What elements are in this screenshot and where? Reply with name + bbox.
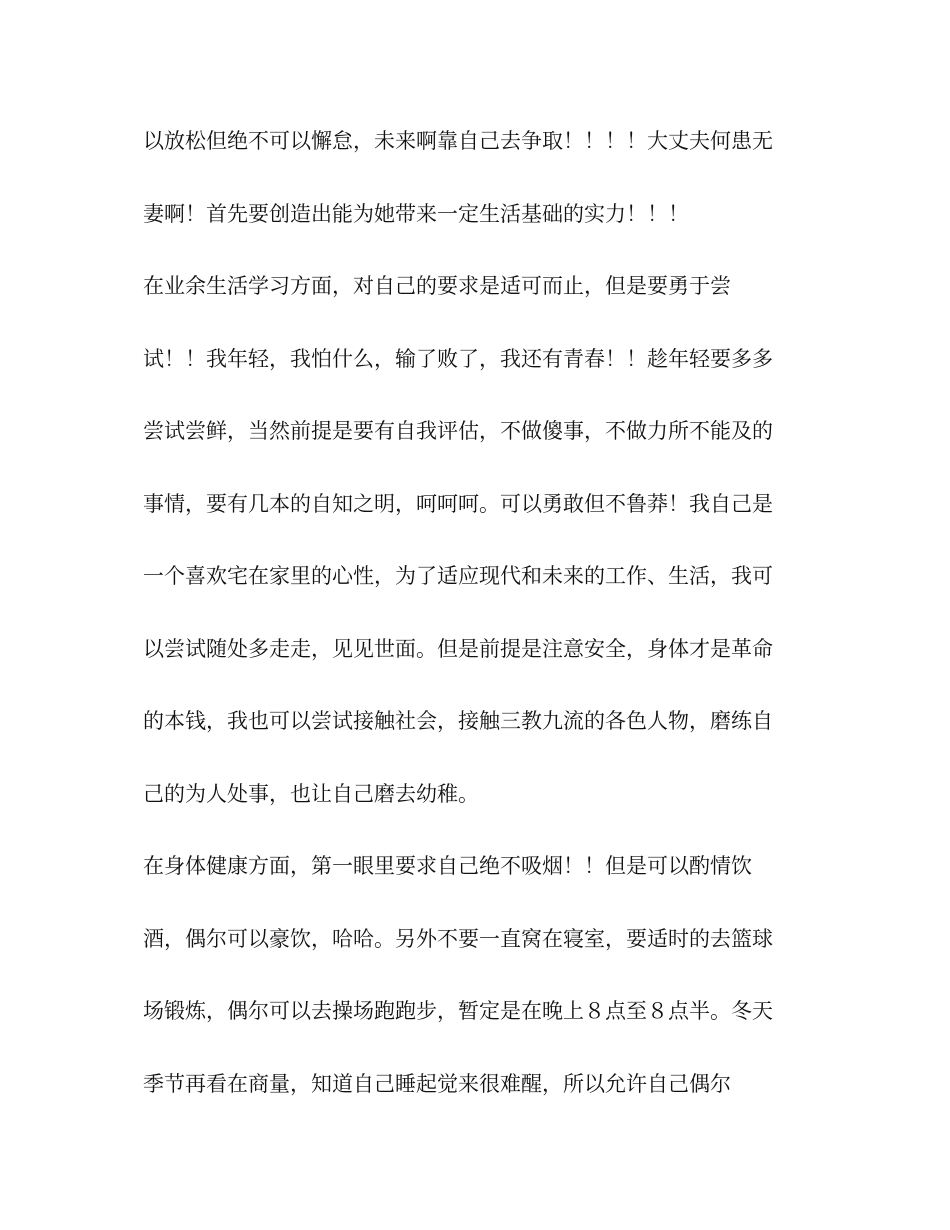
text-line: 酒，偶尔可以豪饮，哈哈。另外不要一直窝在寝室，要适时的去篮球 (143, 926, 773, 951)
text-line: 场锻炼，偶尔可以去操场跑跑步，暂定是在晚上８点至８点半。冬天 (143, 999, 773, 1023)
text-line: 事情，要有几本的自知之明，呵呵呵。可以勇敢但不鲁莽！我自己是 (143, 491, 773, 516)
text-line: 己的为人处事，也让自己磨去幼稚。 (143, 781, 479, 806)
text-line: 在身体健康方面，第一眼里要求自己绝不吸烟！！但是可以酌情饮 (143, 854, 752, 878)
text-line: 的本钱，我也可以尝试接触社会，接触三教九流的各色人物，磨练自 (143, 709, 773, 733)
text-line: 以放松但绝不可以懈怠，未来啊靠自己去争取！！！！大丈夫何患无 (143, 129, 773, 153)
text-line: 以尝试随处多走走，见见世面。但是前提是注意安全，身体才是革命 (143, 636, 773, 661)
text-line: 在业余生活学习方面，对自己的要求是适可而止，但是要勇于尝 (143, 274, 731, 298)
text-line: 妻啊！首先要创造出能为她带来一定生活基础的实力！！！ (143, 201, 689, 226)
text-line: 一个喜欢宅在家里的心性，为了适应现代和未来的工作、生活，我可 (143, 564, 773, 588)
text-line: 尝试尝鲜，当然前提是要有自我评估，不做傻事，不做力所不能及的 (143, 419, 773, 443)
text-line: 试！！我年轻，我怕什么，输了败了，我还有青春！！趁年轻要多多 (143, 346, 773, 371)
body-text (143, 118, 833, 1133)
text-line: 季节再看在商量，知道自己睡起觉来很难醒，所以允许自己偶尔 (143, 1071, 731, 1096)
